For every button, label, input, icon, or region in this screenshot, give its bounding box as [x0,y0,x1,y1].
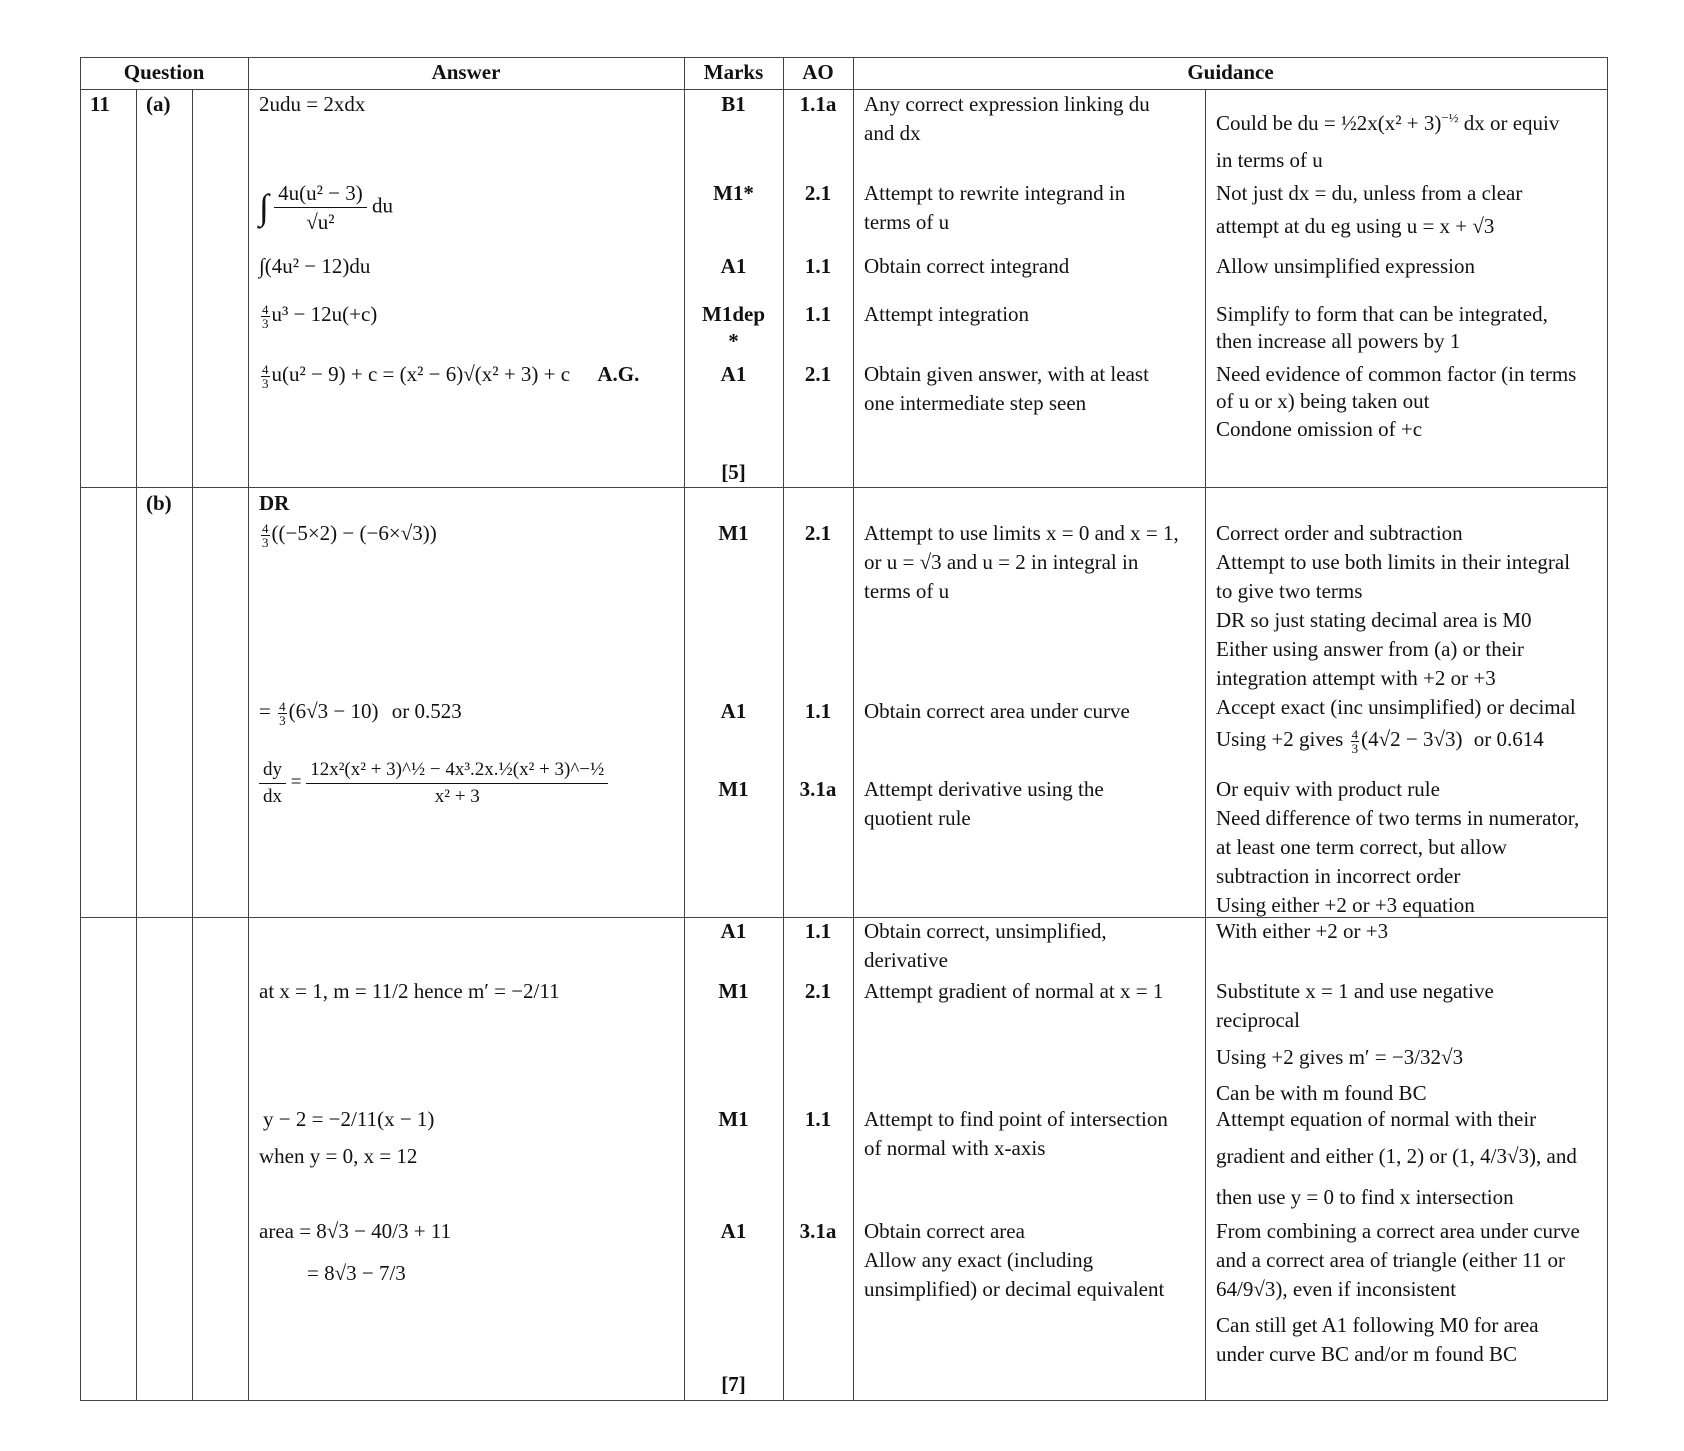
guidance-note: Correct order and subtraction Attempt to use both limits in their integral to give two terms DR so just stating decimal area is M0 Either using answer from (a) or their integration attempt with +2 or +3 Accept exact (inc unsimplified) or decimal [1216,521,1576,719]
part-label-a: (a) [146,92,171,116]
col-divider [248,89,249,1401]
guidance-note: in terms of u [1216,148,1323,172]
answer-line: $\frac{dy}{dx}$ = $\frac{\text{12x²(x² + 3)\textasciicircum{}½ − 4x³.2x.½(x² + 3)\textasciicircum{}−½}}{\text{x² + 3}}$ [259,757,608,810]
answer-line: = $\frac{4}{3}$ (6√3 − 10) or 0.523 [259,698,462,728]
guidance-note: Can be with m found BC [1216,1081,1427,1105]
mark-code: A1 [720,919,747,943]
answer-line: at x = 1, m = 11/2 hence m′ = −2/11 [259,979,560,1003]
mark-description: Obtain correct integrand [864,254,1070,278]
mark-code: A1 [720,1219,747,1243]
dr-label: DR [259,491,290,515]
header-marks: Marks [703,60,764,84]
guidance-note: Not just dx = du, unless from a clear [1216,181,1523,205]
guidance-note: Substitute x = 1 and use negative reciprocal [1216,979,1494,1032]
mark-description: Attempt to find point of intersection of normal with x-axis [864,1107,1168,1160]
mark-code: M1 [718,777,749,801]
header-answer: Answer [431,60,501,84]
mark-description: Attempt integration [864,302,1030,326]
guidance-note: With either +2 or +3 [1216,919,1389,943]
mark-code: * [728,329,739,353]
header-ao: AO [802,60,834,84]
ao-code: 2.1 [804,362,832,386]
mark-code: B1 [721,92,746,116]
mark-description: Attempt to rewrite integrand in terms of u [864,181,1126,234]
mark-total: [5] [721,460,746,484]
guidance-note: Attempt equation of normal with their [1216,1107,1537,1131]
guidance-note: Using +2 gives $\frac{4}{3}$ (4√2 − 3√3) or 0.614 [1216,726,1544,756]
guidance-note: of u or x) being taken out [1216,389,1430,413]
ao-code: 1.1 [804,254,832,278]
guidance-note: 64/9√3), even if inconsistent [1216,1277,1457,1301]
ao-code: 1.1a [799,92,837,116]
mark-code: M1* [713,181,754,205]
mark-code: M1 [718,521,749,545]
mark-description: Obtain given answer, with at least one intermediate step seen [864,362,1149,415]
col-divider [1205,89,1206,1401]
question-number: 11 [90,92,110,116]
ao-code: 2.1 [804,181,832,205]
mark-code: M1 [718,979,749,1003]
ao-code: 2.1 [804,979,832,1003]
guidance-note: gradient and either (1, 2) or (1, 4/3√3), and [1216,1144,1577,1168]
ao-code: 1.1 [804,919,832,943]
guidance-note: Need evidence of common factor (in terms [1216,362,1577,386]
answer-line: $\frac{4}{3}$ u³ − 12u(+c) [262,301,378,331]
mark-code: A1 [720,699,747,723]
mark-code: A1 [720,362,747,386]
mark-description: Any correct expression linking du and dx [864,92,1150,145]
ao-code: 1.1 [804,302,832,326]
mark-description: Obtain correct area Allow any exact (including unsimplified) or decimal equivalent [864,1219,1165,1301]
ao-code: 1.1 [804,1107,832,1131]
header-guidance: Guidance [1187,60,1274,84]
mark-description: Attempt gradient of normal at x = 1 [864,979,1164,1003]
guidance-note: Allow unsimplified expression [1216,254,1475,278]
ao-code: 2.1 [804,521,832,545]
answer-line: ∫(4u² − 12)du [259,254,371,278]
col-divider [853,57,854,1401]
guidance-note: Can still get A1 following M0 for area under curve BC and/or m found BC [1216,1313,1539,1366]
mark-description: Obtain correct, unsimplified, derivative [864,919,1107,972]
mark-total: [7] [721,1372,746,1396]
guidance-note: Could be du = ½2x(x² + 3)$^{-\frac{1}{2}}$ dx or equiv [1216,110,1560,135]
ao-code: 3.1a [799,1219,837,1243]
answer-line: ∫ $\frac{\text{4u(u² − 3)}}{\text{√u²}}$ du [259,181,394,235]
answer-line: when y = 0, x = 12 [259,1144,418,1168]
mark-code: M1dep [702,302,765,326]
mark-code: A1 [720,254,747,278]
mark-description: Obtain correct area under curve [864,699,1130,723]
guidance-note: Using +2 gives m′ = −3/32√3 [1216,1045,1464,1069]
ao-code: 3.1a [799,777,837,801]
col-divider [136,89,137,1401]
guidance-note: Condone omission of +c [1216,417,1423,441]
answer-line: 2udu = 2xdx [259,92,366,116]
guidance-note: Simplify to form that can be integrated, [1216,302,1548,326]
answer-line: y − 2 = −2/11(x − 1) [263,1107,435,1131]
guidance-note: then use y = 0 to find x intersection [1216,1185,1514,1209]
guidance-note: From combining a correct area under curve and a correct area of triangle (either 11 or [1216,1219,1580,1272]
answer-line: $\frac{4}{3}$ u(u² − 9) + c = (x² − 6)√(x² + 3) + c A.G. [262,361,640,391]
col-divider [192,89,193,1401]
answer-line: = 8√3 − 7/3 [307,1261,406,1285]
answer-line: area = 8√3 − 40/3 + 11 [259,1219,452,1243]
guidance-note: attempt at du eg using u = x + √3 [1216,214,1495,238]
guidance-note: Or equiv with product rule Need difference of two terms in numerator, at least one term correct, but allow subtraction in incorrect order Using either +2 or +3 equation [1216,777,1580,917]
header-question: Question [123,60,205,84]
ao-code: 1.1 [804,699,832,723]
mark-scheme-table [80,57,1608,1401]
guidance-note: then increase all powers by 1 [1216,329,1461,353]
mark-code: M1 [718,1107,749,1131]
answer-line: $\frac{4}{3}$ ((−5×2) − (−6×√3)) [262,520,437,550]
mark-description: Attempt derivative using the quotient rule [864,777,1104,830]
mark-description: Attempt to use limits x = 0 and x = 1, or u = √3 and u = 2 in integral in terms of u [864,521,1179,603]
part-label-b: (b) [146,491,172,515]
